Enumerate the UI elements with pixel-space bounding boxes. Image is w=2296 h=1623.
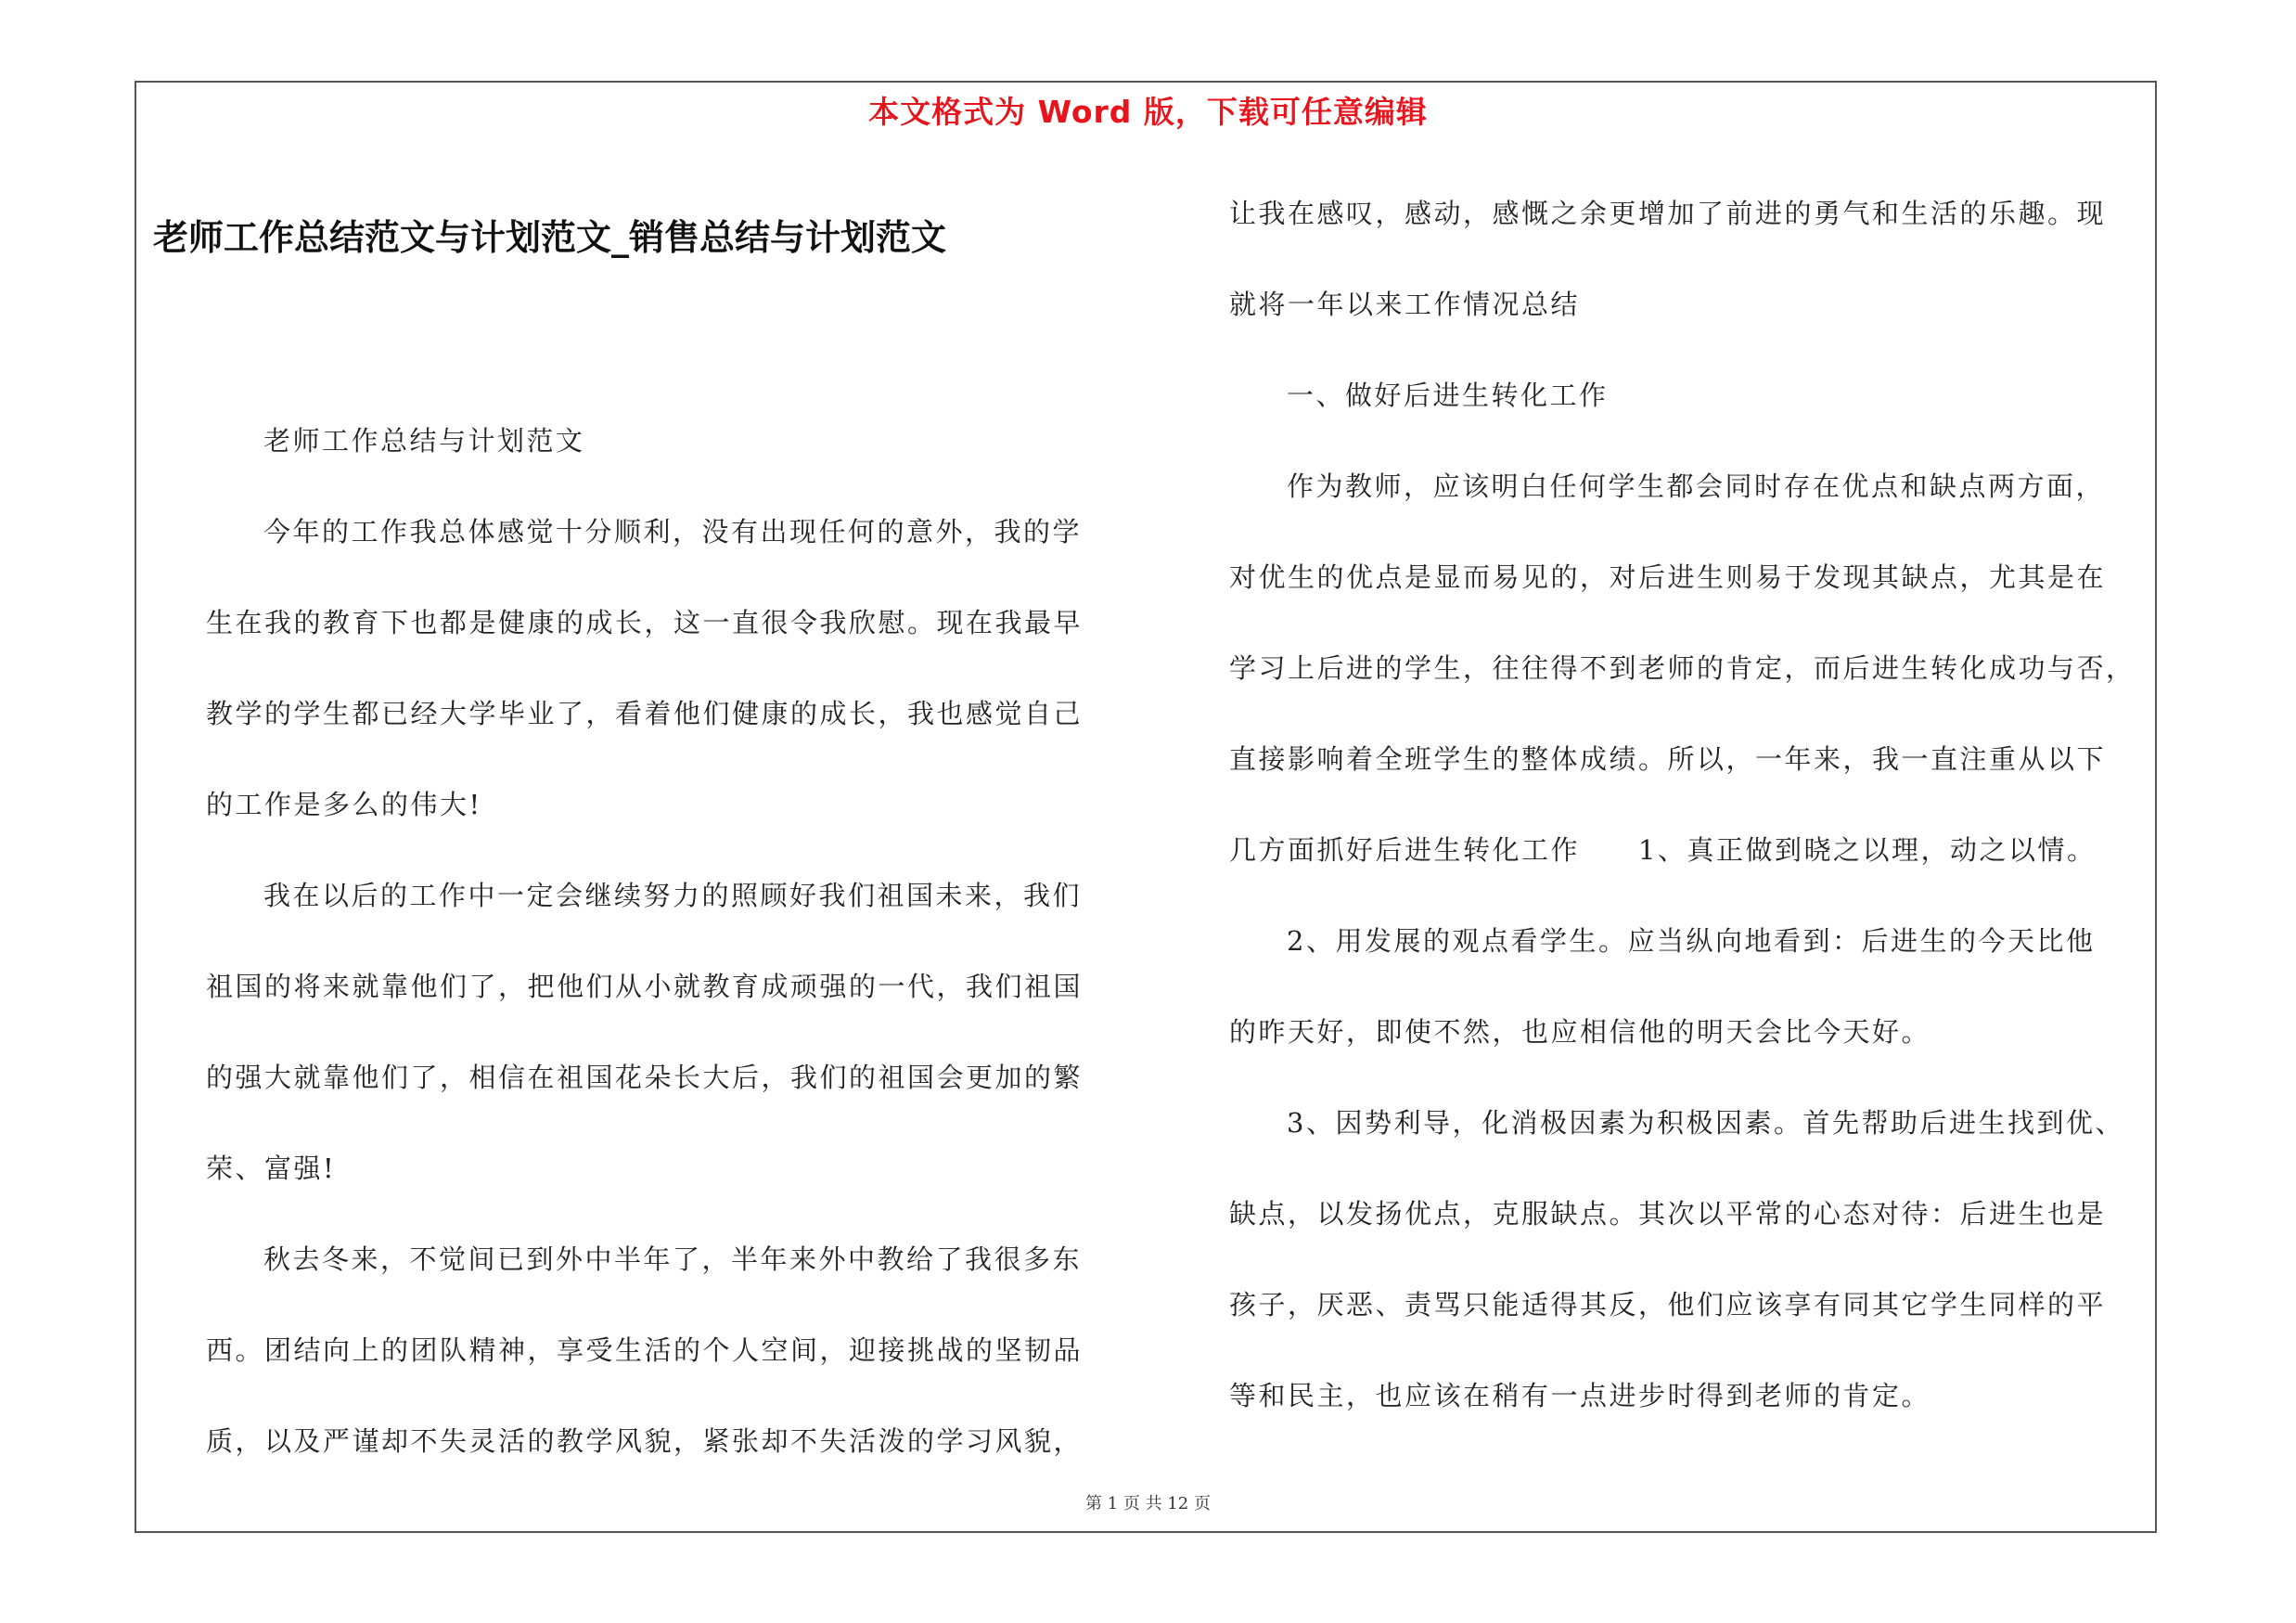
paragraph-line: 教学的学生都已经大学毕业了，看着他们健康的成长，我也感觉自己 xyxy=(206,698,1084,729)
left-column xyxy=(206,413,1134,1504)
paragraph-line: 学习上后进的学生，往往得不到老师的肯定，而后进生转化成功与否， xyxy=(1229,652,2136,684)
paragraph-line: 西。团结向上的团队精神，享受生活的个人空间，迎接挑战的坚韧品 xyxy=(206,1334,1084,1366)
paragraph-line: 等和民主，也应该在稍有一点进步时得到老师的肯定。 xyxy=(1229,1380,1931,1411)
paragraph-line: 秋去冬来，不觉间已到外中半年了，半年来外中教给了我很多东 xyxy=(263,1243,1083,1275)
paragraph-line: 的工作是多么的伟大! xyxy=(206,789,482,820)
paragraph-line: 就将一年以来工作情况总结 xyxy=(1229,289,1581,320)
right-column xyxy=(1229,186,2157,1459)
paragraph-line: 我在以后的工作中一定会继续努力的照顾好我们祖国未来，我们 xyxy=(263,880,1083,911)
paragraph-line: 2、用发展的观点看学生。应当纵向地看到：后进生的今天比他 xyxy=(1287,925,2096,957)
paragraph-line: 今年的工作我总体感觉十分顺利，没有出现任何的意外，我的学 xyxy=(263,516,1083,547)
paragraph-line: 生在我的教育下也都是健康的成长，这一直很令我欣慰。现在我最早 xyxy=(206,607,1084,638)
paragraph-line: 几方面抓好后进生转化工作 1、真正做到晓之以理，动之以情。 xyxy=(1229,834,2097,866)
document-title: 老师工作总结范文与计划范文_销售总结与计划范文 xyxy=(153,216,947,258)
paragraph-line: 祖国的将来就靠他们了，把他们从小就教育成顽强的一代，我们祖国 xyxy=(206,971,1084,1002)
page-number-footer: 第 1 页 共 12 页 xyxy=(1085,1494,1211,1514)
section-subtitle: 老师工作总结与计划范文 xyxy=(263,425,585,457)
paragraph-line: 的昨天好，即使不然，也应相信他的明天会比今天好。 xyxy=(1229,1016,1931,1048)
paragraph-line: 荣、富强! xyxy=(206,1153,337,1184)
paragraph-line: 的强大就靠他们了，相信在祖国花朵长大后，我们的祖国会更加的繁 xyxy=(206,1062,1084,1093)
paragraph-line: 对优生的优点是显而易见的，对后进生则易于发现其缺点，尤其是在 xyxy=(1229,561,2107,593)
paragraph-line: 缺点，以发扬优点，克服缺点。其次以平常的心态对待：后进生也是 xyxy=(1229,1198,2107,1230)
paragraph-line: 3、因势利导，化消极因素为积极因素。首先帮助后进生找到优、 xyxy=(1287,1107,2124,1139)
word-format-banner: 本文格式为 Word 版，下载可任意编辑 xyxy=(868,94,1428,130)
section-heading: 一、做好后进生转化工作 xyxy=(1287,380,1609,411)
paragraph-line: 作为教师，应该明白任何学生都会同时存在优点和缺点两方面， xyxy=(1287,470,2106,502)
paragraph-line: 直接影响着全班学生的整体成绩。所以，一年来，我一直注重从以下 xyxy=(1229,743,2107,775)
paragraph-line: 让我在感叹，感动，感慨之余更增加了前进的勇气和生活的乐趣。现 xyxy=(1229,198,2107,229)
paragraph-line: 孩子，厌恶、责骂只能适得其反，他们应该享有同其它学生同样的平 xyxy=(1229,1289,2107,1320)
paragraph-line: 质，以及严谨却不失灵活的教学风貌，紧张却不失活泼的学习风貌， xyxy=(206,1425,1084,1457)
